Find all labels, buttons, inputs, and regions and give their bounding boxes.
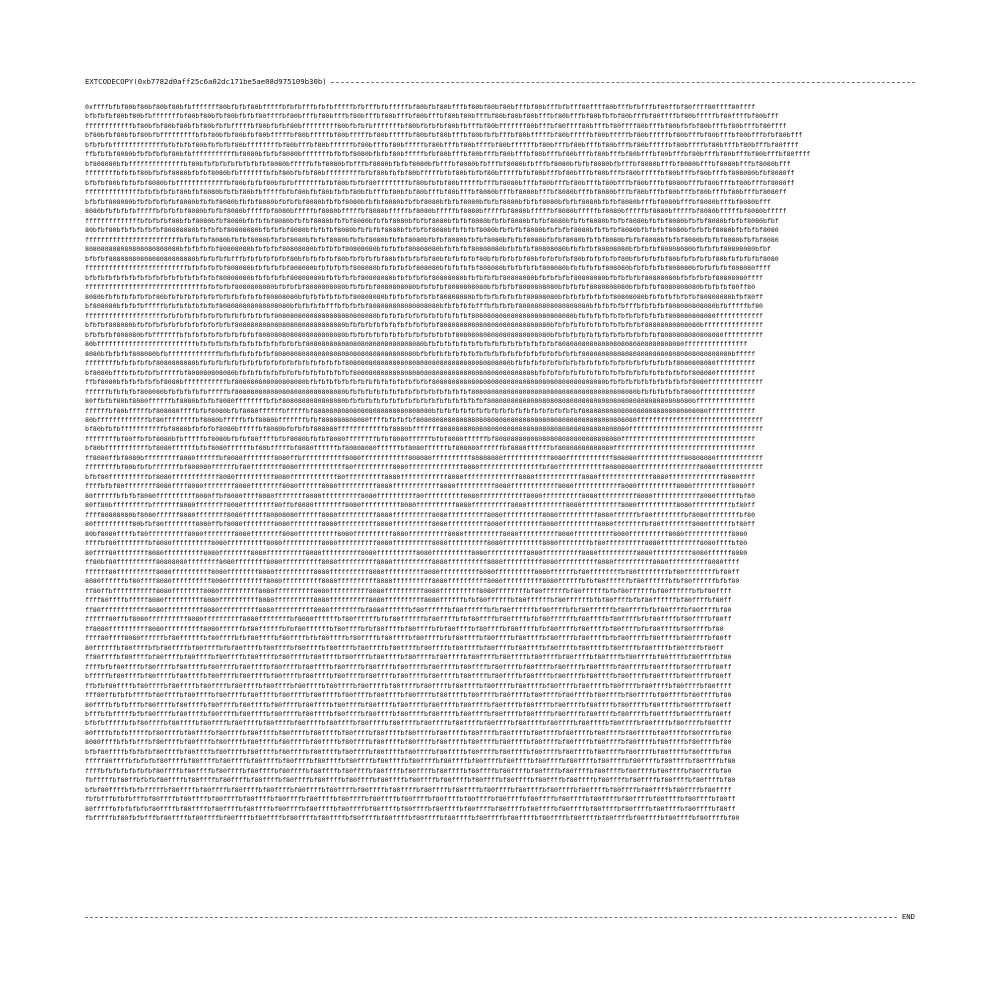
hex-row: ffffffffffffffffffffbfbfbfbfbfbfbfbfbfbfbfbfbfbf80808080808080808080808080bfbfbfbfbfbfbfbfbfbfbfbf80808080808080808080808080bfbfbfbfbfbfbfbfbfbfbfbf808080808080ffffffffffff — [85, 311, 763, 320]
hex-row: ffffffffffffffffffffffffbfbfbfbf8080bfbfbf8080bfbfbf8080bfbfbf8080bfbfbf8080bfbfbf8080bfbfbf8080bfbfbf8080bfbfbf8080bfbfbf8080bfbfbf8080bfbfbf8080bfbfbf8080bfbfbf8080bfbfbf8080 — [85, 235, 779, 244]
hex-row: ff8080ffffffffff8080ffffffffff8080ffffffbf80ffffffbfbf80ffffffbf80ffffbfbf80ffffbf80ffffbfbf80ffffbf80ffffbf80ffffbfbf80ffffbf80ffffbf80ffffbfbf80ffffbf80ffffbf80 — [85, 624, 724, 633]
hex-row: ffff80ffff8080ffffffbf80ffffffbf80ffffbfbf80ffffbf80ffffbfbf80ffffbf80ffffbf80ffffbf80ffffbfbf80ffffbf80ffffbf80ffffbf80ffffbf80ffffbfbf80ffffbf80ffffbf80ffffbf80ff — [85, 634, 732, 643]
hex-row: bfbf80ffffbfbfbfbf80ffffbf80ffffbf80ffffbf80ffffbf80ffffbf80ffffbf80ffffbf80ffffbf80ffffbf80ffffbf80ffffbf80ffffbf80ffffbf80ffffbf80ffffbf80ffffbf80ffffbf80ffffbf80 — [85, 747, 732, 756]
hex-row: ffffffffffffffffffffffffffbfbfbfbfbf808080bfbfbfbfbf808080bfbfbfbfbf808080bfbfbfbfbf808080bfbfbfbfbf808080bfbfbfbfbf808080bfbfbfbfbf808080bfbfbfbfbf808080bfbfbfbfbf808080ffff — [85, 264, 771, 273]
hex-row: ffff80ffffbfffff8080ffffffffff8080ffffffffff8080ffffffffff8080ffffffffff8080ffffffffff8080ffffffbfbf80ffffffbf80ffffffbf80ffffffbfbf80ffffbfbf80ffffffbf80ffffbf80ff — [85, 596, 732, 605]
hex-row: 8080bfbfbfbf808080bfbfffffffffffffbfbfbfbfbfbfbf808080808080808080808080808080808080bfbfbfbfbfbfbfbfbfbfbfbfbfbfbfbfbfbfbfbfbf80808080808080808080808080808080808080bfffff — [85, 349, 756, 358]
hex-row: bfbfbf8080808080808080808080bfbfbfbfbfffbfbfbfbfbfbf80bfbfbfbfbf80bfbfbfbfbf80bfbfbfbfbf80bfbfbfbfbf80bfbfbfbfbf80bfbfbfbfbf80bfbfbfbfbf80bfbfbfbfbf80bfbfbfbfbf80bfbfbfbfbf8080 — [85, 254, 779, 263]
hex-row: bf808080bfbfbfbfffffbfbfbfbfbfbfbf808080808080808080bfbfbfbfbfffbfbfbfbf808080808080808080bfbfbfbfbfffbfbfbfbf808080808080808080bfbfbfbfbfffbfbfbfbf808080808080bfbfffffbf80 — [85, 302, 763, 311]
hex-row: ffffffbf80bfffffbf808080ffffbfbf8080bfbf8080ffffffbfffffbf808080808080808080808080808080bfbfbfbfbfbfbfbfbfbfbfbfbfbfbfbfbfbfbf80808080808080808080808080808080ffffffffffff — [85, 406, 756, 415]
hex-row: 80bf8080ffffbf80ffffffffff8080ffffffff8080ffffffff8080ffffffffff8080ffffffffff8080ffffffffff8080ffffffffff8080ffffffffff8080ffffffffff8080ffffffffff8080ffffffffffff8080 — [85, 529, 748, 538]
hex-row: fbfbfffbfbfbfffbf80ffffbf80ffffbf80ffffbf80ffffbf80ffffbf80ffffbf80ffffbf80ffffbf80ffffbf80ffffbf80ffffbf80ffffbf80ffffbf80ffffbf80ffffbf80ffffbf80ffffbf80ffffbf80ff — [85, 795, 736, 804]
hex-row: ffffffffbf80ffbfbf8080bfbfffffbf8080bfbfbf80ffffbfbf8080bfbfbf8080ffffffffbfbf8080ffffffbfbf8080ffffffbf80808080808080808080808080808080ffffffffffffffffffffffffffffffffff — [85, 434, 756, 443]
header-divider — [331, 82, 915, 83]
hex-row: bf80bfffffffffffbf8080ffffffbfbf8080ffffffbf80bfffffbf8080ffffffbf80808080ffffffbf8080ffffffbf808080ffffffbf8080ffffffbf80808080808080ffffffffffffffffffffffffffffffffffff — [85, 444, 756, 453]
hex-row: ffff80808080bf8080ffffff8080ffffffff8080ffffff80808080ffffff8080ffffffffff8080ffffffffff8080ffffffffff8080ffffffffff8080ffffffffff8080ffffffbf80ffffffffbf8080ffffffffbf80 — [85, 510, 756, 519]
hex-row: bfbf80ffffffffffbf8080ffffffffffff8080ffffffffff8080ffffffffffff80ffffffffff8080ffffffffffff8080ffffffffffffff8080ffffffffffff8080ffffffffffffff8080ffffffffffffff8080ffff — [85, 472, 756, 481]
dump-title: EXTCODECOPY(0xb7782d0aff25c6a02dc171be5ae08d975109b30b) — [85, 77, 327, 86]
hex-row: fff80ffbfbfbffffbf80ffffbf80ffffbf80ffffbf80ffffbf80ffffbf80ffffbf80ffffbf80ffffbf80ffffbf80ffffbf80ffffbf80ffffbf80ffffbf80ffffbf80ffffbf80ffffbf80ffffbf80ffffbf80 — [85, 691, 732, 700]
hex-row: ffffffffffffffbfbfbfbfbf80bfbf8080bfbfbf80bfbfffffbfbf80bfbf80bfbfbf80bfbfffbf80bfbf80bfffbf80bfffbf8080bfffbf8080bfffbf8080bfffbf8080bfffbf80bfffbf80bfffbf80bfffbf80bfffbf8080ff — [85, 188, 787, 197]
hex-row: 80ffffbfbfbfffbf80ffffbf80ffffbf80ffffbf80ffffbf80ffffbf80ffffbf80ffffbf80ffffbf80ffffbf80ffffbf80ffffbf80ffffbf80ffffbf80ffffbf80ffffbf80ffffbf80ffffbf80ffffbf80ff — [85, 700, 732, 709]
hex-row: ffffffffbfbfbfbfbf8080808080bfbfbfbfbfbfbfbfbfbfbfbfbfbfbfbfbfbfbf808080808080808080808080808080808080808080bfbfbfbfbfbfbfbfbfbfbfbfbfbfbfbfbfbfbfbfbf8080808080ffffffffff — [85, 359, 756, 368]
hex-row: ffffff80ffffffffff8080ffffffffff8080ffffffff8080ffffffffff8080ffffffffff8080ffffffffff8080ffffffffff8080ffffffffff8080ffffffbf80ffffffffbf80ffffffffbf80ffffffffbf80ff — [85, 567, 740, 576]
hex-row: bfbf80ffffbfbfbfffffbf80ffffbf80ffffbf80ffffbf80ffffbf80ffffbf80ffffbf80ffffbf80ffffbf80ffffbf80ffffbf80ffffbf80ffffbf80ffffbf80ffffbf80ffffbf80ffffbf80ffffbf80ffff — [85, 785, 732, 794]
footer-divider — [85, 917, 897, 918]
hex-row: ffbfbfbf8080bfbfbfbfbf80bfbfffffffffffbf8080bfbfbf8080bfffffffbfbfbf8080bfbfbf80bfffffbfbf80bfffbf80bfffbf80bfffbf80bfffbf80bfffbf80bfffbf80bfffbf80bfffbf80bfffbf80bfffbf80bfffbf80ffff — [85, 150, 811, 159]
hex-row: bfffbfbfffffbfbf80ffffbf80ffffbf80ffffbf80ffffbf80ffffbf80ffffbf80ffffbf80ffffbf80ffffbf80ffffbf80ffffbf80ffffbf80ffffbf80ffffbf80ffffbf80ffffbf80ffffbf80ffffbf80ff — [85, 710, 732, 718]
hex-row: bf80bfbfbfffffffffffbf8080bfbfbfbf8080bfffffbf8080bfbfbfbf808080ffffffffffffbf8080bfffffff808080808080808080808080808080808080808080808080ffffffffffffffffffffffffffffffffff — [85, 425, 763, 434]
hex-row: ffffff80ffbf8080ffffffffff8080ffffffffff8080ffffffffbf8080ffffffbf80ffffffbfbf80ffffffbf80ffffbfbf80ffffbf80ffffbfbf80ffffffbf80ffffbf80ffffbfbf80ffffbf80ffffbf80ff — [85, 615, 732, 624]
dump-footer — [85, 912, 915, 922]
hex-row: ffbf8080bfbfbfbfbfbf8080bfffffffffffbf808080808080808080bfbfbfbfbfbfbfbfbfbfbfbfbfbfbfbf80808080808080808080808080808080808080808080bfbfbfbfbfbfbfbfbfbfbf8080ffffffffffffff — [85, 378, 763, 387]
hex-row: bfbfbf808080bfbfbfbfbfbf8080bfbfbf8080bfbfbf8080bfbfbfbf8080bfbfbf8080bfbfbf8080bfbfbf8080bfbfbf8080bfbfbf8080bfbfbf8080bfbfbf8080bfbfbf8080bfffbf8080bfffbf8080bfffbf8080bfff — [85, 197, 771, 206]
hex-row: 80ffffffbf80ffffbfbf80ffffbf80ffffbfbf80ffffbf80ffffbf80ffffbf80ffffbf80ffffbf80ffffbf80ffffbf80ffffbf80ffffbf80ffffbf80ffffbf80ffffbf80ffffbf80ffffbf80ffffbf80ff — [85, 643, 724, 652]
hex-row: ff80ffbfffffffffff8080ffffffff8080ffffffffff8080ffffffffff8080ffffffffff8080ffffffffff8080ffffffffff8080ffffffffbf80ffffffbf80ffffffbfbf80ffffffbf80ffffffbfbf80ffff — [85, 586, 732, 595]
hex-row: fffff80ffffbfbfbfbf80ffffbf80ffffbf80ffffbf80ffffbf80ffffbf80ffffbf80ffffbf80ffffbf80ffffbf80ffffbf80ffffbf80ffffbf80ffffbf80ffffbf80ffffbf80ffffbf80ffffbf80ffffbf80 — [85, 757, 736, 766]
hex-row: 80ff80bfffffffffbfffffff8080ffffffff8080ffffffff80ffbf8080ffffffff8080ffffffffff8080ffffffffff8080ffffffffff8080ffffffffff8080ffffffffff8080ffffffffff8080ffffffffffbf80ff — [85, 501, 756, 510]
hex-row: ffffbfbf80ffffbf80ffffbf80ffffbf80ffffbf80ffffbf80ffffbf80ffffbf80ffffbf80ffffbf80ffffbf80ffffbf80ffffbf80ffffbf80ffffbf80ffffbf80ffffbf80ffffbf80ffffbf80ffffbf80ff — [85, 662, 732, 671]
bytecode-hex-dump — [85, 103, 915, 893]
hex-row: 80bfffffffffffffffffffffffffbfbfbfbfbfbfbfbfbfbfbfbfbfbf808080808080808080808080808080bfbfbfbfbfbfbfbfbfbfbfbfbfbfbfbfbf80808080808080808080808080808080ffffffffffffffff — [85, 340, 748, 349]
hex-row: bfbfbf80bfbfbfbf8080bfbfffffffffffffbf80bfbfbf80bfbfbfffffffbfbf80bfbfbf80ffffffffbf80bfbfbf80bfffffbfffbf8080bfffbf80bfffbf80bfffbf80bfffbf80bfffbf8080bfffbf80bfffbf80bfffbf8080ff — [85, 178, 795, 187]
hex-row: bfffffbf80ffffbf80ffffbf80ffffbf80ffffbf80ffffbf80ffffbf80ffffbf80ffffbf80ffffbf80ffffbf80ffffbf80ffffbf80ffffbf80ffffbf80ffffbf80ffffbf80ffffbf80ffffbf80ffffbf80ff — [85, 672, 732, 681]
hex-row: 8080ffffbfbfbfffbf80ffffbf80ffffbf80ffffbf80ffffbf80ffffbf80ffffbf80ffffbf80ffffbf80ffffbf80ffffbf80ffffbf80ffffbf80ffffbf80ffffbf80ffffbf80ffffbf80ffffbf80ffffbf80 — [85, 738, 732, 747]
hex-row: ffffbfbf80ffffffff8080ffff8080ffffffff8080ffffffff8080ffffff8080ffffffffff8080ffffffffffff8080ffffffffff8080ffffffffffff8080ffffffffffff8080ffffffffff8080ffffffffff8080ff — [85, 482, 756, 491]
hex-row: 80ffbfbf80bf8080ffffffbf8080bfbfbf8080ffffffffbfbf8080808080808080bfbfbfbfbfbfbfbfbfbfbfbfbfbfbfbfbfbf8080808080808080808080808080808080808080808080808080bfffffffffffffff — [85, 397, 756, 406]
hex-row: 80ffffffbfbfbf8080ffffffffff8080ffbf8080ffff8080ffffffff8080ffffffffff8080ffffffffff80ffffffffff8080ffffffffffff8080ffffffffff8080ffffffffff8080ffffffffffff8080ffffffbf80 — [85, 491, 756, 500]
hex-row: 8080ffffffbf80ffff8080ffffffffff8080ffffffffff8080ffffffffff8080ffffffffff8080ffffffffff8080ffffffffff8080ffffffffff8080ffffffbfbf80ffffffbf80ffffffbfbf80ffffffbfbf80 — [85, 577, 740, 586]
hex-row: bfbfbfbfffffffffffffbfbfbfbf80bfbfbfbf80bffffffffbf80bfffbf80bffffffbf80bfffbf80bfffffbf80bfffbf80bffffbf80bffffffbf80bfffbf80bfffbf80bfffbf80bfffffbf80bffffbf80bfffbf80bfffbf80ffff — [85, 140, 799, 149]
hex-row: ff80ffffffffffff8080ffffffffff8080ffffffffff8080ffffffffff8080ffffffffbf8080ffffffbf80ffffffbf80ffffffbfbf80ffffffbf80ffffbfbf80ffffffbf80ffffbfbf80ffffbf80ffffbf80 — [85, 605, 732, 614]
hex-row: bfbfbfffffbfbf80ffffbf80ffffbf80ffffbf80ffffbf80ffffbf80ffffbf80ffffbf80ffffbf80ffffbf80ffffbf80ffffbf80ffffbf80ffffbf80ffffbf80ffffbf80ffffbf80ffffbf80ffffbf80ffff — [85, 719, 732, 728]
hex-row: bfbfbf808080bfbfbfbfbfbfbfbfbfbfbfbfbf8080808080808080808080808080bfbfbfbfbfbfbfbfbfbfbfbf8080808080808080808080808080bfbfbfbfbfbfbfbfbfbfbfbf80808080808080bfffffffffffffff — [85, 321, 763, 330]
hex-row: 80fffffbfbfbfbfbf80ffffbf80ffffbf80ffffbf80ffffbf80ffffbf80ffffbf80ffffbf80ffffbf80ffffbf80ffffbf80ffffbf80ffffbf80ffffbf80ffffbf80ffffbf80ffffbf80ffffbf80ffffbf80ff — [85, 804, 736, 813]
hex-row: bfbfbfbf80bf80bfbfffffffbf80bf80bfbf80bfbfbf80ffffbf80bfffbf80bfffbf80bfffbf80bfffbf80bfffbf80bf80bfffbf80bf80bf80bfffbf80bfffbf80bfbfbf80bfffbf80ffffbf80bfffffbf80ffffbf80bfff — [85, 112, 779, 121]
hex-row: ff80ffffbf80ffffbf80ffffbf80ffffbf80ffffbf80ffffbf80ffffbf80ffffbf80ffffbf80ffffbf80ffffbf80ffffbf80ffffbf80ffffbf80ffffbf80ffffbf80ffffbf80ffffbf80ffffbf80ffffbf80 — [85, 653, 732, 662]
hex-row: 808080808080808080808080bfbfbfbfbf80808080bfbfbfbf80808080bfbfbfbf80808080bfbfbfbf80808080bfbfbfbf80808080bfbfbfbf80808080bfbfbfbf80808080bfbfbfbf80808080bfbfbfbf80808080bfbf — [85, 245, 771, 254]
hex-row: bf80bfbf80bfbf80bfbfffffffffbfbf80bfbf80bfbf80bfffffbf80bfffffbf80bfffffbf80bfffffbf80bfbf80bfffbf80bfbfbfffbf80bfffffbf80bfffffbf80bfffffbf80bfffffbf80bfffbf80bfffbf80bfffbfbf80bfff — [85, 131, 803, 140]
hex-row: bfbfbfbf808080bfbfffffffbfbfbfbfbfbfbfbfbfbf8080808080808080808080bfbfbfbfbfbfbfbfbfbfbfbfbfbf808080808080808080808080bfbfbfbfbfbfbfbfbfbfbfbfbfbf8080808080808080ffffffffff — [85, 330, 763, 339]
hex-row: 80bfffffffffffffbf80ffffffffbf8080bfffffbfbf8080bfffffffbfbf808080808080ffffbfbfbfbf80808080808080808080808080808080808080808080808080808080ffffffffffffffffffffffffffffffff — [85, 415, 763, 424]
hex-row: bf808080bfbffffffffffffffbf80bfbfbfbfbfbfbfbfbf8080bfffffbfbf8080bfbfffbf8080bfbfbf8080bfbfffbf8080bfbfffbf8080bfbfffbf8080bfbfbf8080bfbfffbf8080bfffbf8080bfffbf8080bfffbf8080bfff — [85, 159, 791, 168]
hex-row: ffffffffbfbfbf80bfbfbf8080bfbfbf8080bfbfffffffbfbf80bfbfbf80bfffffffffbfbf80bfbfbf80bfffffbfbf80bfbfbf80bfffffbfbf80bfffbf80bfffbf80bfffbf80bfffffbf80bfffbf80bfffbf808080bfbf8080ff — [85, 169, 795, 178]
end-label: END — [901, 912, 915, 921]
hex-row: ffffbf80ffffffffbf8080ffffffffff8080ffffffffff8080ffffffffff8080ffffffffff8080ffffffffff8080ffffffffff8080ffffffffff8080ffffffffbf80ffffffffff8080ffffffffff8080ffffbf80 — [85, 539, 748, 548]
hex-row: 0xffffbfbf80bf80bf80bf80bfbfffffff80bfbfbf80bfffffbfbfbfffbfbfbfffffbfbfffbfbfffffbf80bfbf80bfffbf80bf80bf80bfffbf80bfffbfbfff80ffff80bfffbfbfffbf80ffbf80ffff80ffff80ffff — [85, 103, 756, 111]
hex-row: fbfffffbf80ffbfbfbf80ffffbf80ffffbf80ffffbf80ffffbf80ffffbf80ffffbf80ffffbf80ffffbf80ffffbf80ffffbf80ffffbf80ffffbf80ffffbf80ffffbf80ffffbf80ffffbf80ffffbf80ffffbf80 — [85, 776, 736, 785]
hex-row: bf8080bfffbfbfbfbfbfffffbf808080808080bfbfbfbfbfbfbfbfbfbfbfbfbfbfbf8080808080808080808080808080808080808080808080bfbfbfbfbfbfbfbfbfbfbfbfbfbfbfbfbfbfbfbf808080ffffffffff — [85, 368, 756, 377]
hex-row: 80ffff80ffffffff8080ffffffffff8080ffffffff8080ffffffffff8080ffffffffff8080ffffffffff8080ffffffffff8080ffffffffff8080ffffffffff8080ffffffffff8080ffffffffff8080ffffff8080 — [85, 548, 748, 557]
dump-header — [85, 77, 915, 87]
hex-row: ff8080ffbf8080bfffffffff8080ffffffbf8080ffffffff8080ffbfffffffffff8080ffffffffffff808080ffffffffff80808080ffffffffffff8080ffffffffffff808080ffffffffffff80808080ffffffffffff — [85, 453, 763, 462]
hex-row: ffffbfbfbfbfbfbfbf80ffffbf80ffffbf80ffffbf80ffffbf80ffffbf80ffffbf80ffffbf80ffffbf80ffffbf80ffffbf80ffffbf80ffffbf80ffffbf80ffffbf80ffffbf80ffffbf80ffffbf80ffffbf80 — [85, 766, 732, 775]
hex-row: ffffffffffffffbfbfbfbf80bfbf8080bfbf8080bfbfbfbf8080bfbfbf8080bfbfbf8080bfbfbf8080bfbfbf8080bfbfbf8080bfbfbf8080bfbfbf8080bfbfbf8080bfbfbf8080bfbfbf8080bfbfbf8080bfbfbf8080bfbf — [85, 216, 779, 225]
hex-row: ffffffffffffffffffffffffffffffbfbfbfbf8080808080bfbfbfbf8080808080bfbfbfbf8080808080bfbfbfbf8080808080bfbfbfbf8080808080bfbfbfbf8080808080bfbfbfbf8080808080bfbfbfbf80ff80 — [85, 283, 756, 292]
hex-row: ffbfbf80ffffbf80ffffbf80ffffbf80ffffbf80ffffbf80ffffbf80ffffbf80ffffbf80ffffbf80ffffbf80ffffbf80ffffbf80ffffbf80ffffbf80ffffbf80ffffbf80ffffbf80ffffbf80ffffbf80ffff — [85, 681, 732, 690]
hex-row: 80bfbf80bfbfbfbfbfbf80808080bfbfbfbf80808080bfbfbfbf8080bfbfbfbf8080bfbfbfbf8080bfbfbfbf8080bfbfbfbf8080bfbfbfbf8080bfbfbfbf8080bfbfbfbf8080bfbfbfbf8080bfbfbfbf8080bfbfbfbf8080 — [85, 226, 779, 235]
hex-row: 80ffffffffff80bfbf80ffffffff8080ffbf8080ffffffff8080ffffffff8080ffffffffff8080ffffffffff8080ffffffffff8080ffffffffff8080ffffffffff8080ffffffffbf80ffffffff8080ffffffbf80ff — [85, 520, 756, 529]
hex-row: bfbfbfbfbfbfbfbfbfbfbfbfbfbfbfbfbf80808080bfbfbfbfbf80808080bfbfbfbfbf80808080bfbfbfbfbf80808080bfbfbfbfbf80808080bfbfbfbfbf80808080bfbfbfbfbf80808080bfbfbfbfbf80808080ffff — [85, 273, 763, 282]
hex-row: ff80bf80ffffffffff80808080ffffffff8080ffffffff8080ffffffffff8080ffffffffff8080ffffffffff8080ffffffffff8080ffffffffff8080ffffffffff8080ffffffffff8080ffffffffff8080ffff — [85, 558, 740, 567]
hex-row: ffffffffffffbf80bfbf80bf80bfbf80bfbfbfffffbf80bfbfbf80bfffffffff80bfbfbfbfffffffbf80bfbfbfbf80bfbfffbf80bfffffff80bfffbf80ffff80bfffbf80ffff80bfffbf80bfbfbf80bfffbf80bfffbf80ffff — [85, 121, 787, 130]
hex-row: 8080bfbfbfbfbfffffbfbfbfbf8080bfbfbf8080bfffffbf8080bfffffbf8080bfffffbf8080bfffffbf8080bfffffbf8080bfffffbf8080bfffffbf8080bfffffbf8080bfffffbf8080bfffffbf8080bfffffbf8080bfffff — [85, 207, 787, 216]
hex-row: 8080bfbfbfbfbfbfbf80bfbfbfbfbfbfbfbfbfbfbfbfbf80808080bfbfbfbfbfbfbf80808080bfbfbfbfbfbfbf80808080bfbfbfbfbfbfbf80808080bfbfbfbfbfbfbf80808080bfbfbfbfbfbfbf80808080bfbf80ff — [85, 292, 763, 301]
hex-row: fbfffffbf80fbfbfffbf80ffffbf80ffffbf80ffffbf80ffffbf80ffffbf80ffffbf80ffffbf80ffffbf80ffffbf80ffffbf80ffffbf80ffffbf80ffffbf80ffffbf80ffffbf80ffffbf80ffffbf80ffffbf80 — [85, 814, 740, 823]
hex-row: 80ffffbfbfbfffffbf80ffffbf80ffffbf80ffffbf80ffffbf80ffffbf80ffffbf80ffffbf80ffffbf80ffffbf80ffffbf80ffffbf80ffffbf80ffffbf80ffffbf80ffffbf80ffffbf80ffffbf80ffffbf80 — [85, 728, 732, 737]
hex-row: ffffffbfbfbfbf808080bfbfbfbfbfbfffffbf8080808080808080808080808080bfbfbfbfbfbfbfbfbfbfbfbfbfbfbfbf808080808080808080808080808080808080808080bfbfbfbfbfbf8080ffffffffffffff — [85, 387, 756, 396]
hex-row: ffffffffbf80bfbfbfffffffbf808080ffffffbf80ffffffff8080ffffffffffff80ffffffffff8080ffffffffffffff8080ffffffffffffffffbf80ffffffffffff80808080ffffffffffffffff8080ffffffffffff — [85, 463, 763, 472]
